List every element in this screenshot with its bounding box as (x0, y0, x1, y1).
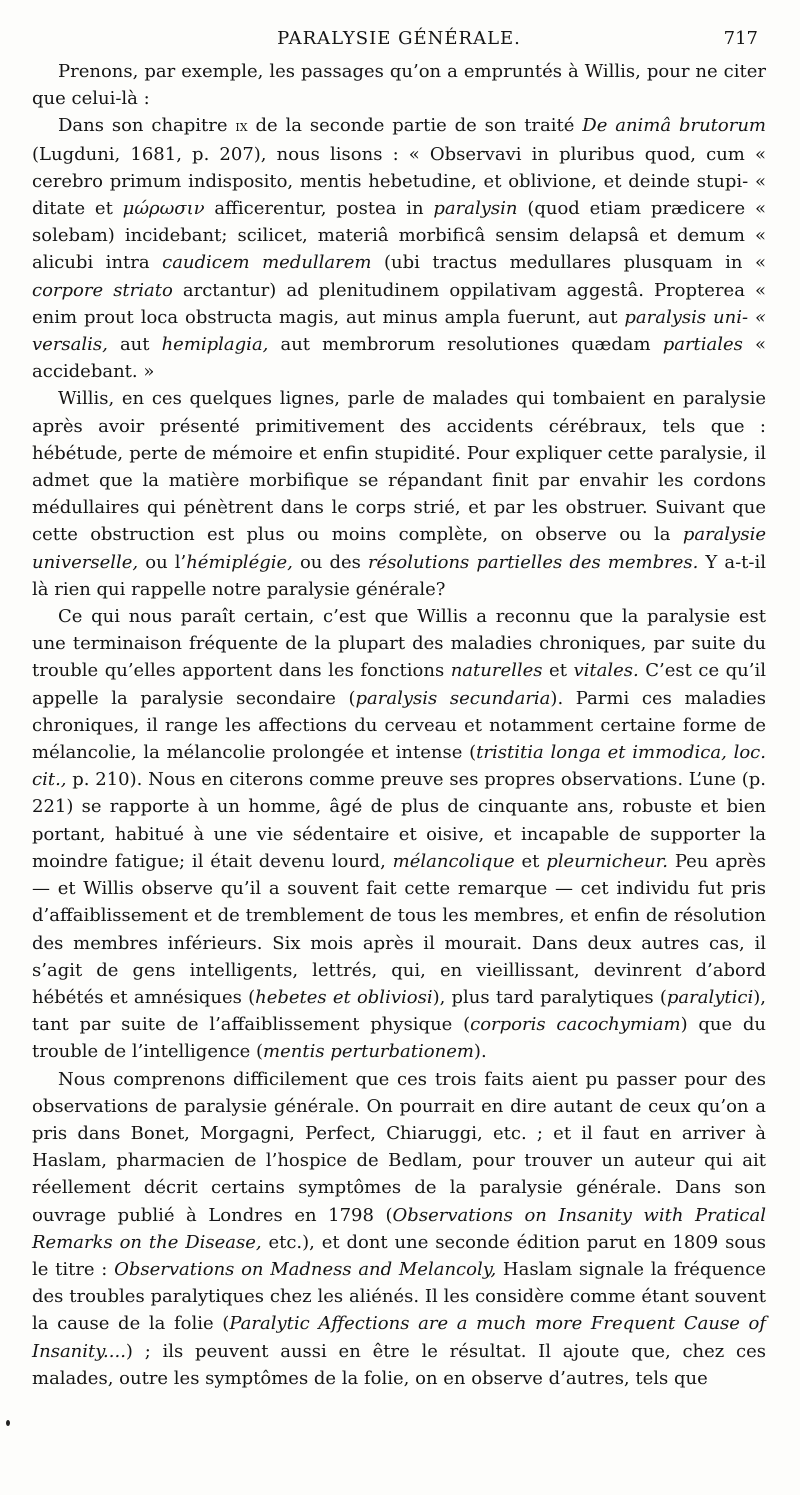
italic-term: tristitia longa et immodica, loc. cit., (32, 742, 766, 791)
text: ). Parmi ces maladies chroniques, il range les affections du cerveau et notamment certaine forme de mélancolie, la mélancolie prolongée et intense ( (32, 687, 766, 764)
text: Haslam signale la fréquence des troubles paralytiques chez les aliénés. Il les considère comme étant souvent la cause de la folie ( (32, 1258, 766, 1335)
text: arctantur) ad plenitudinem oppilativam aggestâ. Propterea « enim prout loca obstructa magis, aut minus ampla fuerunt, aut (32, 279, 766, 328)
text: Nous comprenons difficilement que ces trois faits aient pu passer pour des observations de paralysie générale. On pourrait en dire autant de ceux qu’on a pris dans Bonet, Morgagni, Perfect, Chiaruggi, etc. ; et il faut en arriver à Haslam, pharmacien de l’hospice de Bedlam, pour trouver un auteur qui ait réellement décrit certains symptômes de la paralysie générale. Dans son ouvrage publié à Londres en 1798 ( (32, 1068, 766, 1226)
book-title: Observations on Madness and Melancoly, (114, 1258, 497, 1280)
italic-term: mentis perturbationem (263, 1041, 474, 1063)
text: Dans son chapitre (58, 115, 236, 137)
text: et (514, 850, 547, 872)
page-number: 717 (723, 28, 758, 49)
text: ), plus tard paralytiques ( (432, 986, 667, 1008)
page (32, 28, 766, 1392)
paragraph-secondary-paralysis (32, 603, 766, 1065)
text: et (542, 660, 574, 682)
italic-term: mélancolique (392, 850, 515, 872)
text: ou des (292, 551, 368, 573)
paragraph-intro (32, 58, 766, 112)
text: Prenons, par exemple, les passages qu’on a empruntés à Willis, pour ne citer que celui-là : (32, 61, 766, 110)
italic-term: paralysis uni- « versalis, (32, 306, 766, 356)
text: Peu après — et Willis observe qu’il a souvent fait cette remarque — cet individu fut pris d’affaiblissement et de tremblement de tous les membres, et enfin de résolution des membres inférieurs. Six mois après il mourait. Dans deux autres cas, il s’agit de gens intelligents, lettrés, qui, en vieillissant, devinrent d’abord hébétés et amnésiques ( (32, 850, 766, 1008)
italic-term: paralysis secundaria (355, 687, 551, 709)
text: (ubi tractus medullares plusquam in « (371, 252, 767, 274)
text: etc.), et dont une seconde édition parut en 1809 sous le titre : (32, 1231, 766, 1280)
text: (Lugduni, 1681, p. 207), nous lisons : « Observavi in pluribus quod, cum « cerebro primum indisposito, mentis hebetudine, et oblivione, et deinde stupi- « ditate et (32, 143, 766, 220)
ink-speck (6, 1420, 10, 1426)
text: ). (473, 1041, 487, 1063)
text: aut (107, 334, 162, 356)
italic-term: paralytici (666, 986, 754, 1008)
text: (quod etiam prædicere « solebam) incidebant; scilicet, materiâ morbificâ sensim delapsâ et demum « alicubi intra (32, 198, 767, 274)
italic-term: pleurnicheur. (546, 850, 668, 872)
paragraph-quotation (32, 112, 766, 385)
text: ) ; ils peuvent aussi en être le résultat. Il ajoute que, chez ces malades, outre les symptômes de la folie, on en observe d’autres, tels que (32, 1340, 766, 1389)
text: ), tant par suite de l’affaiblissement physique ( (32, 986, 766, 1036)
italic-term: résolutions partielles des membres. (367, 551, 699, 573)
text: Y a-t-il là rien qui rappelle notre paralysie générale? (32, 551, 767, 600)
italic-term: hémiplégie, (186, 551, 293, 573)
text: p. 210). Nous en citerons comme preuve ses propres observations. L’une (p. 221) se rapporte à un homme, âgé de plus de cinquante ans, robuste et bien portant, habitué à une vie sédentaire et oisive, et incapable de supporter la moindre fatigue; il était devenu lourd, (32, 769, 766, 872)
italic-term: caudicem medullarem (162, 252, 372, 274)
italic-term: corporis cacochymiam (470, 1014, 681, 1036)
text: Willis, en ces quelques lignes, parle de malades qui tombaient en paralysie après avoir présenté primitivement des accidents cérébraux, tels que : hébétude, perte de mémoire et enfin stupidité. Pour expliquer cette paralysie, il admet que la matière morbifique se répandant finit par envahir les cordons médullaires qui pénètrent dans le corps strié, et par les obstruer. Suivant que cette obstruction est plus ou moins complète, on observe ou la (32, 388, 766, 546)
italic-term: paralysie universelle, (32, 524, 766, 573)
text: ou l’ (138, 551, 187, 573)
text: aut membrorum resolutiones quædam (268, 334, 663, 356)
italic-term: paralysin (433, 198, 518, 220)
text: de la seconde partie de son traité (247, 115, 583, 137)
treatise-title: De animâ brutorum (582, 115, 767, 137)
text: afficerentur, postea in (204, 198, 434, 220)
greek-word: μώρωσιν (122, 198, 205, 220)
book-title: Observations on Insanity with Pratical Remarks on the Disease, (32, 1204, 767, 1253)
chapter-number: ix (235, 117, 248, 136)
italic-term: hebetes et obliviosi (255, 986, 433, 1008)
italic-term: partiales (662, 334, 743, 356)
paragraph-willis-commentary (32, 385, 766, 603)
text: C’est ce qu’il appelle la paralysie secondaire ( (32, 660, 766, 709)
italic-term: corpore striato (32, 279, 173, 301)
text: Ce qui nous paraît certain, c’est que Willis a reconnu que la paralysie est une terminaison fréquente de la plupart des maladies chroniques, par suite du trouble qu’elles apportent dans les fonctions (32, 606, 766, 682)
text: « accidebant. » (32, 334, 767, 383)
paragraph-haslam (32, 1066, 766, 1392)
italic-term: hemiplagia, (161, 334, 269, 356)
italic-term: naturelles (450, 660, 543, 682)
text: ) que du trouble de l’intelligence ( (32, 1014, 766, 1063)
italic-term: vitales. (573, 660, 639, 682)
running-header (32, 28, 766, 58)
running-title: PARALYSIE GÉNÉRALE. (277, 28, 521, 49)
italic-quote: Paralytic Affections are a much more Frequent Cause of Insanity.... (32, 1313, 766, 1362)
